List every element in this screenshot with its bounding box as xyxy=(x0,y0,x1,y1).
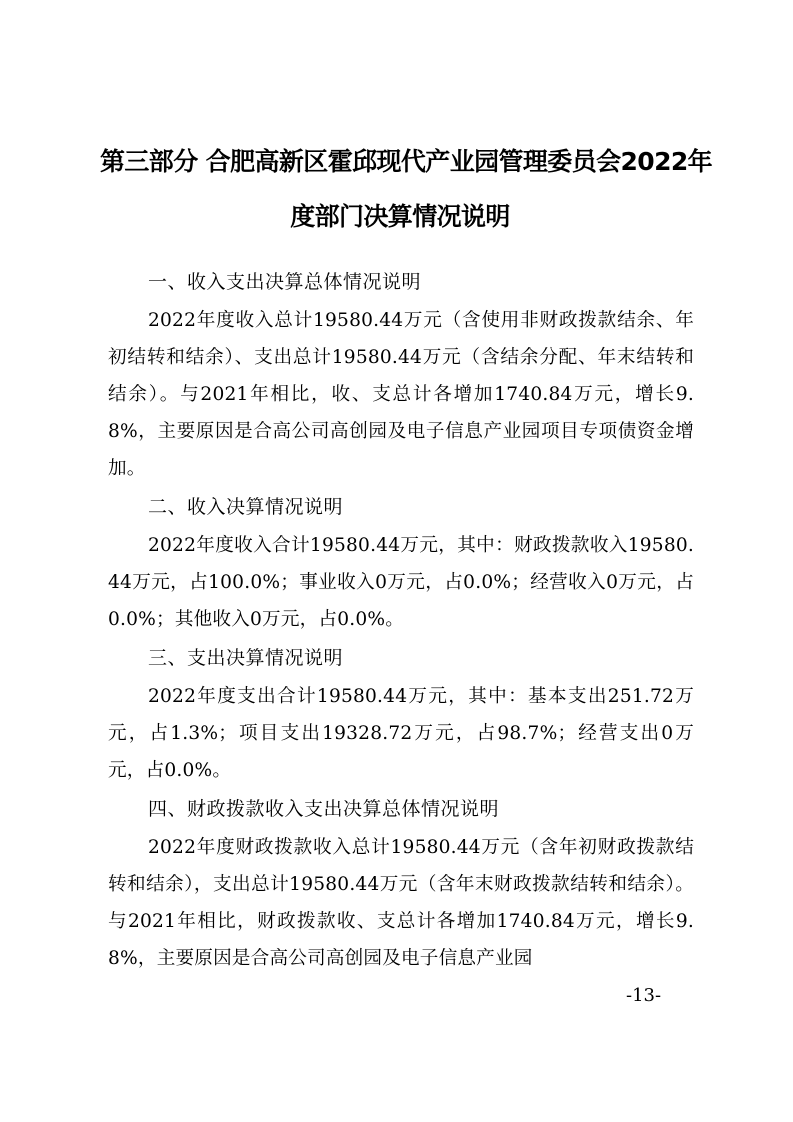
section-paragraph: 2022年度财政拨款收入总计19580.44万元（含年初财政拨款结转和结余），支出总计19580.44万元（含年末财政拨款结转和结余）。与2021年相比，财政拨款收、支总计各增加1740.84万元，增长9.8%，主要原因是合高公司高创园及电子信息产业园 xyxy=(108,837,694,969)
section-heading: 二、收入决算情况说明 xyxy=(148,496,344,518)
section-paragraph: 2022年度支出合计19580.44万元，其中：基本支出251.72万元，占1.3%；项目支出19328.72万元，占98.7%；经营支出0万元，占0.0%。 xyxy=(108,686,694,781)
section-heading: 三、支出决算情况说明 xyxy=(148,647,344,669)
section-fiscal-appropriation-overview xyxy=(108,789,694,977)
section-heading: 一、收入支出决算总体情况说明 xyxy=(148,271,422,293)
page-number: -13- xyxy=(626,985,662,1006)
document-title-line-2: 度部门决算情况说明 xyxy=(290,202,510,231)
section-income-expenditure-overview xyxy=(108,262,694,487)
document-body xyxy=(108,262,694,977)
section-expenditure-statement xyxy=(108,638,694,789)
document-title-line-1: 第三部分 合肥高新区霍邱现代产业园管理委员会2022年 xyxy=(100,147,713,176)
section-heading: 四、财政拨款收入支出决算总体情况说明 xyxy=(148,798,500,820)
section-income-statement xyxy=(108,487,694,638)
section-paragraph: 2022年度收入总计19580.44万元（含使用非财政拨款结余、年初结转和结余）、支出总计19580.44万元（含结余分配、年末结转和结余）。与2021年相比，收、支总计各增加1740.84万元，增长9.8%，主要原因是合高公司高创园及电子信息产业园项目专项债资金增加。 xyxy=(108,310,694,479)
section-paragraph: 2022年度收入合计19580.44万元，其中：财政拨款收入19580.44万元，占100.0%；事业收入0万元，占0.0%；经营收入0万元，占0.0%；其他收入0万元，占0.0%。 xyxy=(108,535,694,630)
